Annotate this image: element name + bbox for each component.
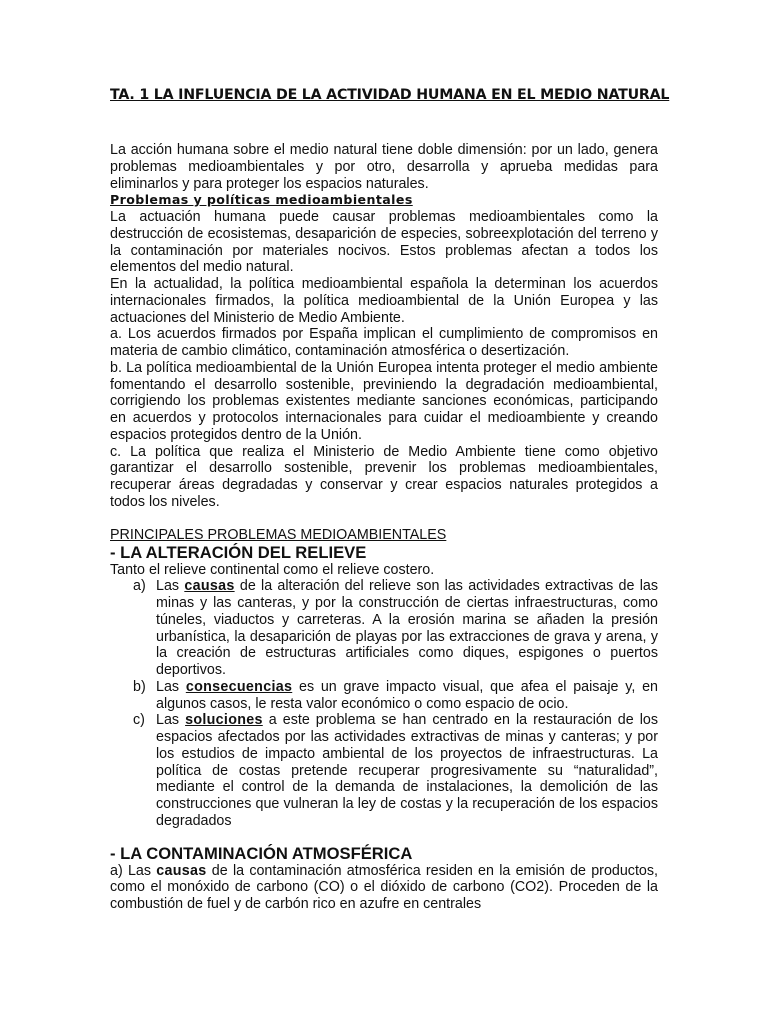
list-marker: b) xyxy=(133,678,146,695)
list-marker: c) xyxy=(133,712,145,729)
paragraph-policy-cont: internacionales firmados, la política medioambiental de la Unión Europea y las actuaciones del Ministerio de Medio Ambiente. xyxy=(110,292,658,326)
keyword-causas: causas xyxy=(184,578,235,595)
document-body xyxy=(110,142,658,913)
keyword-soluciones: soluciones xyxy=(185,712,263,729)
list-item-prefix: Las xyxy=(156,712,186,729)
heading-relieve: - LA ALTERACIÓN DEL RELIEVE xyxy=(110,543,367,562)
heading-atmospheric: - LA CONTAMINACIÓN ATMOSFÉRICA xyxy=(110,843,413,863)
list-item xyxy=(110,712,658,829)
paragraph-c: c. La política que realiza el Ministerio de Medio Ambiente tiene como objetivo garantizar el desarrollo sostenible, prevenir los problemas medioambientales, recuperar áreas degradadas y conservar y crear espacios naturales protegidos a todos los niveles. xyxy=(110,443,658,510)
keyword-causas-atmos: causas xyxy=(156,862,207,879)
list-item-text: de la alteración del relieve son las actividades extractivas de las minas y las canteras, y por la construcción de ciertas infraestructuras, como túneles, viaductos y carreteras. A la erosión marina se añaden la presión urbanística, la desaparición de playas por las extracciones de grava y arena, y la creación de estructuras artificiales como diques, espigones o puertos deportivos. xyxy=(156,578,658,678)
paragraph-a: a. Los acuerdos firmados por España implican el cumplimiento de compromisos en materia de cambio climático, contaminación atmosférica o desertización. xyxy=(110,326,658,359)
list-item-prefix: Las xyxy=(156,578,185,595)
atmos-prefix: a) Las xyxy=(110,862,157,879)
paragraph-b: b. La política medioambiental de la Unión Europea intenta proteger el medio ambiente fomentando el desarrollo sostenible, previniendo la degradación medioambiental, corrigiendo los problemas existentes mediante sanciones económicas, participando en acuerdos y protocolos internacionales para cuidar el medioambiente y creando espacios protegidos dentro de la Unión. xyxy=(110,359,658,443)
list-item xyxy=(110,679,658,713)
section-heading-problems: PRINCIPALES PROBLEMAS MEDIOAMBIENTALES xyxy=(110,527,447,544)
atmos-text: de la contaminación atmosférica residen en la emisión de productos, como el monóxido de carbono (CO) o el dióxido de carbono (CO2). Proceden de la combustión de fuel y de carbón rico en azufre en centrales xyxy=(110,862,658,912)
keyword-consecuencias: consecuencias xyxy=(185,678,293,695)
list-item-text: a este problema se han centrado en la restauración de los espacios afectados por las actividades extractivas de minas y canteras; y por los estudios de impacto ambiental de los proyectos de infraestructuras. La política de costas pretende recuperar progresivamente su “naturalidad”, mediante el control de la demanda de instalaciones, la demolición de las construcciones que vulneran la ley de costas y la recuperación de los espacios degradados xyxy=(156,712,658,829)
paragraph-problems: La actuación humana puede causar problemas medioambientales como la destrucción de ecosistemas, desaparición de especies, sobreexplotación del terreno y la contaminación por materiales nocivos. Estos problemas afectan a todos los elementos del medio natural. xyxy=(110,209,658,276)
relieve-list xyxy=(110,578,658,829)
section-heading-policies: Problemas y políticas medioambientales xyxy=(110,192,413,208)
list-item-prefix: Las xyxy=(156,678,186,695)
relieve-intro: Tanto el relieve continental como el relieve costero. xyxy=(110,561,435,578)
list-item xyxy=(110,578,658,679)
list-marker: a) xyxy=(133,578,146,595)
intro-paragraph: La acción humana sobre el medio natural tiene doble dimensión: por un lado, genera problemas medioambientales y por otro, desarrolla y aprueba medidas para eliminarlos y para proteger los espacios naturales. xyxy=(110,142,658,192)
paragraph-policy-intro: En la actualidad, la política medioambiental española la determinan los acuerdos xyxy=(110,276,658,292)
paragraph-atmospheric xyxy=(110,863,658,913)
document-title: TA. 1 LA INFLUENCIA DE LA ACTIVIDAD HUMANA EN EL MEDIO NATURAL xyxy=(110,87,670,103)
list-item-text: es un grave impacto visual, que afea el paisaje y, en algunos casos, le resta valor económico o como espacio de ocio. xyxy=(156,678,658,712)
